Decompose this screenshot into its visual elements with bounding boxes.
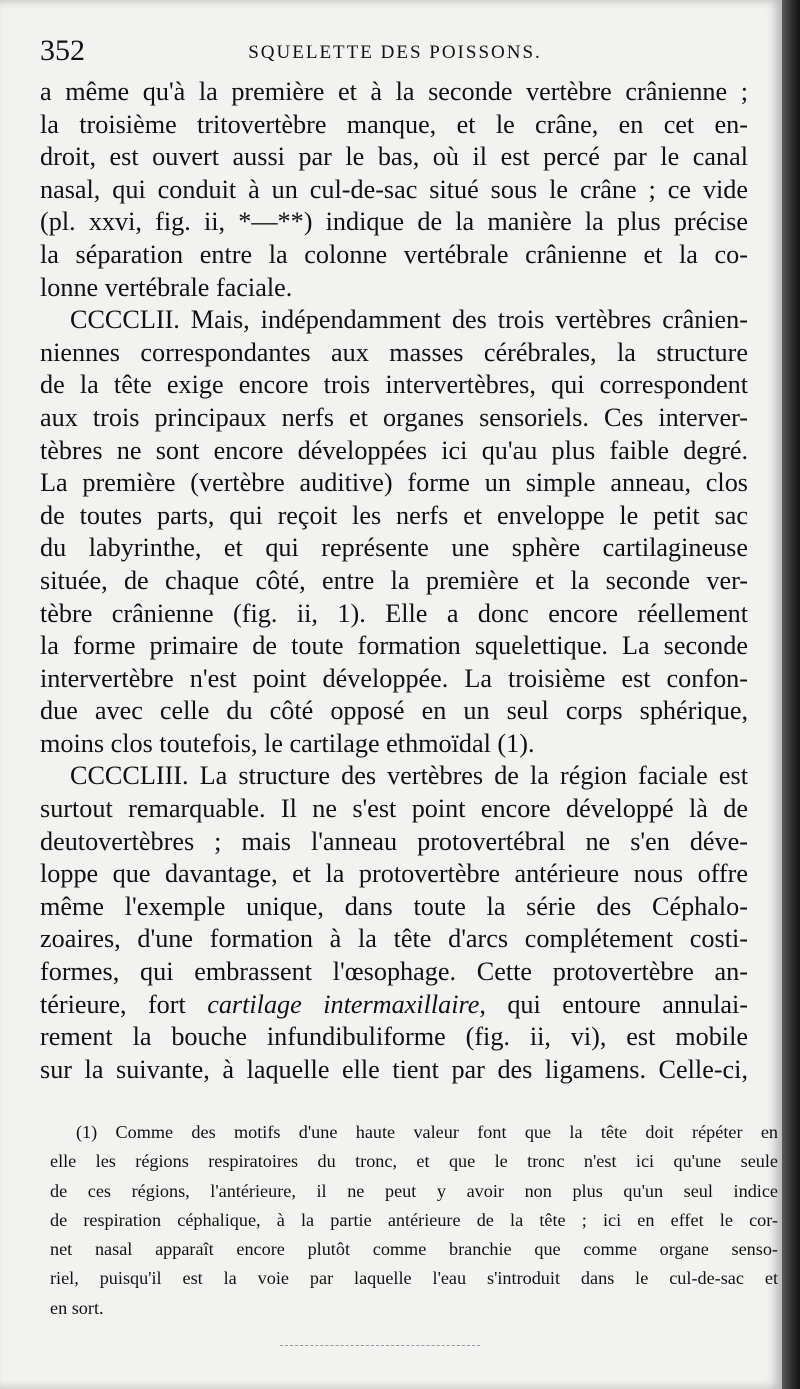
text-line: rement la bouche infundibuliforme (fig. ii, vi), est mobile [40, 1022, 748, 1052]
text-line: la troisième tritovertèbre manque, et le crâne, en cet en- [40, 109, 748, 139]
text-line: nasal, qui conduit à un cul-de-sac situé sous le crâne ; ce vide [40, 174, 748, 204]
paragraph-start: CCCCLII. Mais, indépendamment des trois vertèbres crânien- [70, 305, 748, 335]
body-text [40, 76, 748, 1086]
page-bottom-marks [280, 1345, 480, 1352]
text-fragment: , qui entoure annulai- [479, 989, 748, 1019]
text-line-mixed [40, 989, 748, 1022]
text-line: tèbres ne sont encore développées ici qu'au plus faible degré. [40, 435, 748, 465]
text-line: située, de chaque côté, entre la première et la seconde ver- [40, 565, 748, 595]
page-header [40, 34, 750, 74]
book-spine-edge [782, 0, 800, 1389]
italic-term: cartilage intermaxillaire [207, 989, 480, 1019]
footnote-line: elle les régions respiratoires du tronc, et que le tronc n'est ici qu'une seule [50, 1151, 778, 1172]
text-line: loppe que davantage, et la protovertèbre antérieure nous offre [40, 859, 748, 889]
text-line: même l'exemple unique, dans toute la série des Céphalo- [40, 891, 748, 921]
text-line: droit, est ouvert aussi par le bas, où il est percé par le canal [40, 142, 748, 172]
footnote-line: riel, puisqu'il est la voie par laquelle l'eau s'introduit dans le cul-de-sac et [50, 1268, 778, 1289]
footnotes [50, 1118, 778, 1323]
footnote-line: de respiration céphalique, à la partie antérieure de la tête ; ici en effet le cor- [50, 1209, 778, 1230]
text-line: lonne vertébrale faciale. [40, 272, 293, 302]
footnote-line: de ces régions, l'antérieure, il ne peut y avoir non plus qu'un seul indice [50, 1180, 778, 1201]
page-number: 352 [40, 34, 85, 67]
footnote-line: en sort. [50, 1297, 104, 1318]
text-line: de toutes parts, qui reçoit les nerfs et enveloppe le petit sac [40, 500, 748, 530]
text-line: intervertèbre n'est point développée. La troisième est confon- [40, 663, 748, 693]
footnote-line: net nasal apparaît encore plutôt comme branchie que comme organe senso- [50, 1239, 778, 1260]
text-line: due avec celle du côté opposé en un seul corps sphérique, [40, 696, 748, 726]
text-line: La première (vertèbre auditive) forme un simple anneau, clos [40, 468, 748, 498]
running-head: SQUELETTE DES POISSONS. [248, 42, 542, 63]
text-line: formes, qui embrassent l'œsophage. Cette protovertèbre an- [40, 957, 748, 987]
text-line: sur la suivante, à laquelle elle tient par des ligamens. Celle-ci, [40, 1054, 748, 1084]
text-line: niennes correspondantes aux masses cérébrales, la structure [40, 337, 748, 367]
text-line: deutovertèbres ; mais l'anneau protovertébral ne s'en déve- [40, 826, 748, 856]
text-fragment: térieure, fort [40, 989, 186, 1019]
text-line: de la tête exige encore trois intervertèbres, qui correspondent [40, 370, 748, 400]
text-line: (pl. xxvi, fig. ii, *—**) indique de la manière la plus précise [40, 207, 748, 237]
text-line: du labyrinthe, et qui représente une sphère cartilagineuse [40, 533, 748, 563]
paragraph-start: CCCCLIII. La structure des vertèbres de la région faciale est [70, 761, 748, 791]
text-line: aux trois principaux nerfs et organes sensoriels. Ces interver- [40, 402, 748, 432]
footnote-line: (1) Comme des motifs d'une haute valeur font que la tête doit répéter en [76, 1122, 778, 1142]
text-line: moins clos toutefois, le cartilage ethmoïdal (1). [40, 728, 535, 758]
text-line: a même qu'à la première et à la seconde vertèbre crânienne ; [40, 77, 748, 106]
text-line: tèbre crânienne (fig. ii, 1). Elle a donc encore réellement [40, 598, 748, 628]
text-line: zoaires, d'une formation à la tête d'arcs complétement costi- [40, 924, 748, 954]
text-line: surtout remarquable. Il ne s'est point encore développé là de [40, 794, 748, 824]
text-line: la séparation entre la colonne vertébrale crânienne et la co- [40, 239, 748, 269]
text-line: la forme primaire de toute formation squelettique. La seconde [40, 631, 748, 661]
